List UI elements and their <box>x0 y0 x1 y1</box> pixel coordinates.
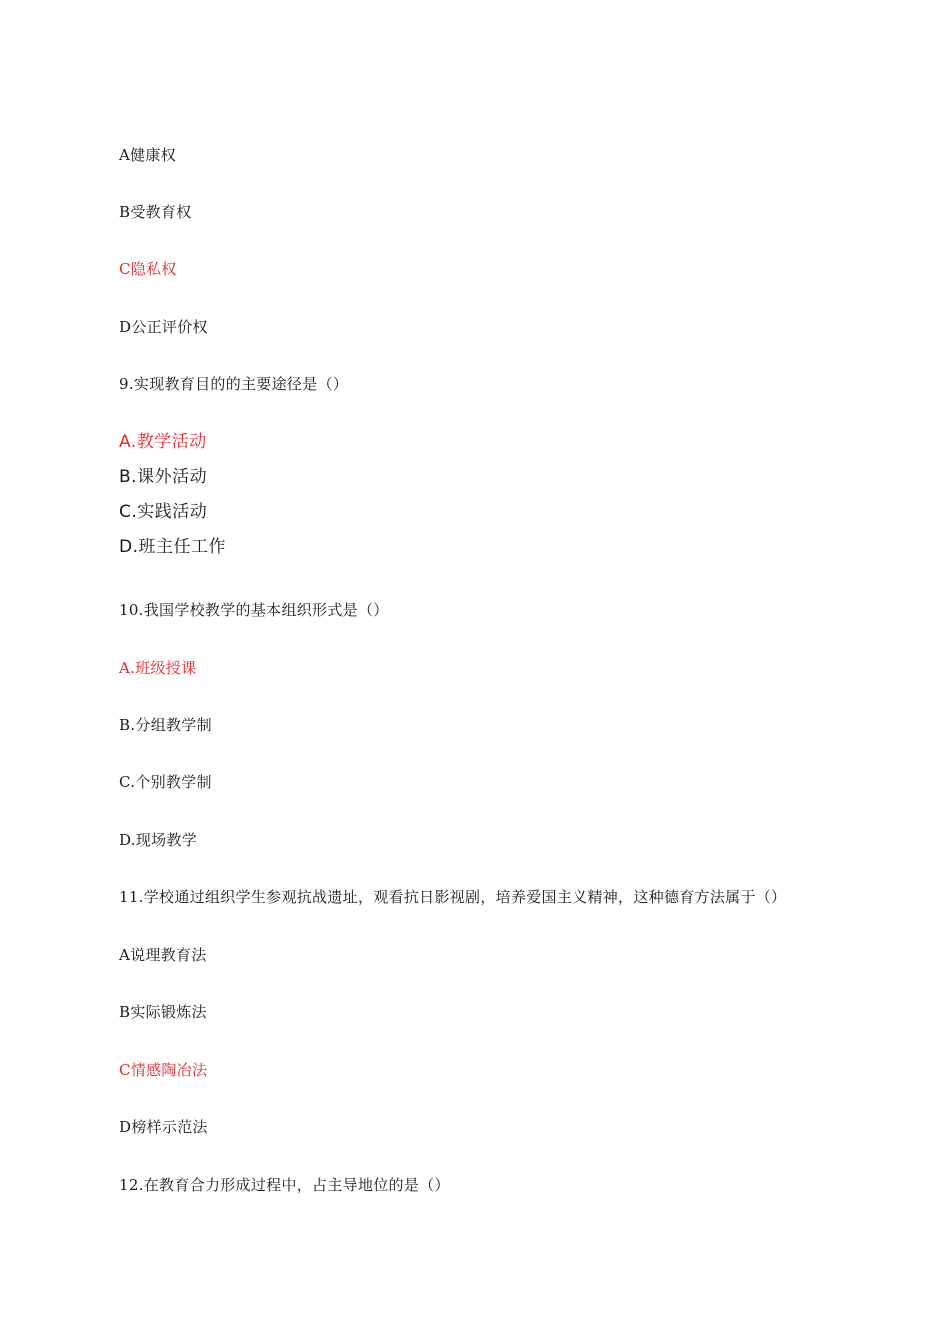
option-d-fair-evaluation-right: D公正评价权 <box>119 318 208 336</box>
question-10: 10.我国学校教学的基本组织形式是（） <box>119 601 389 619</box>
q11-option-a: A说理教育法 <box>119 946 207 964</box>
question-11: 11.学校通过组织学生参观抗战遗址，观看抗日影视剧，培养爱国主义精神，这种德育方法属于（） <box>119 888 787 906</box>
q10-option-a-answer: A.班级授课 <box>119 659 197 677</box>
q9-option-b: B.课外活动 <box>119 467 208 487</box>
q10-option-d: D.现场教学 <box>119 831 198 849</box>
option-a-health-right: A健康权 <box>119 146 177 164</box>
q9-option-d: D.班主任工作 <box>119 537 226 557</box>
q10-option-c: C.个别教学制 <box>119 773 212 791</box>
q11-option-c-answer: C情感陶冶法 <box>119 1061 208 1079</box>
question-12: 12.在教育合力形成过程中，占主导地位的是（） <box>119 1176 450 1194</box>
q11-option-d: D榜样示范法 <box>119 1118 208 1136</box>
q10-option-b: B.分组教学制 <box>119 716 212 734</box>
q9-option-c: C.实践活动 <box>119 502 208 522</box>
option-b-education-right: B受教育权 <box>119 203 192 221</box>
question-9: 9.实现教育目的的主要途径是（） <box>119 375 349 393</box>
q9-option-a-answer: A.教学活动 <box>119 432 207 452</box>
q11-option-b: B实际锻炼法 <box>119 1003 207 1021</box>
option-c-privacy-right-answer: C隐私权 <box>119 260 177 278</box>
